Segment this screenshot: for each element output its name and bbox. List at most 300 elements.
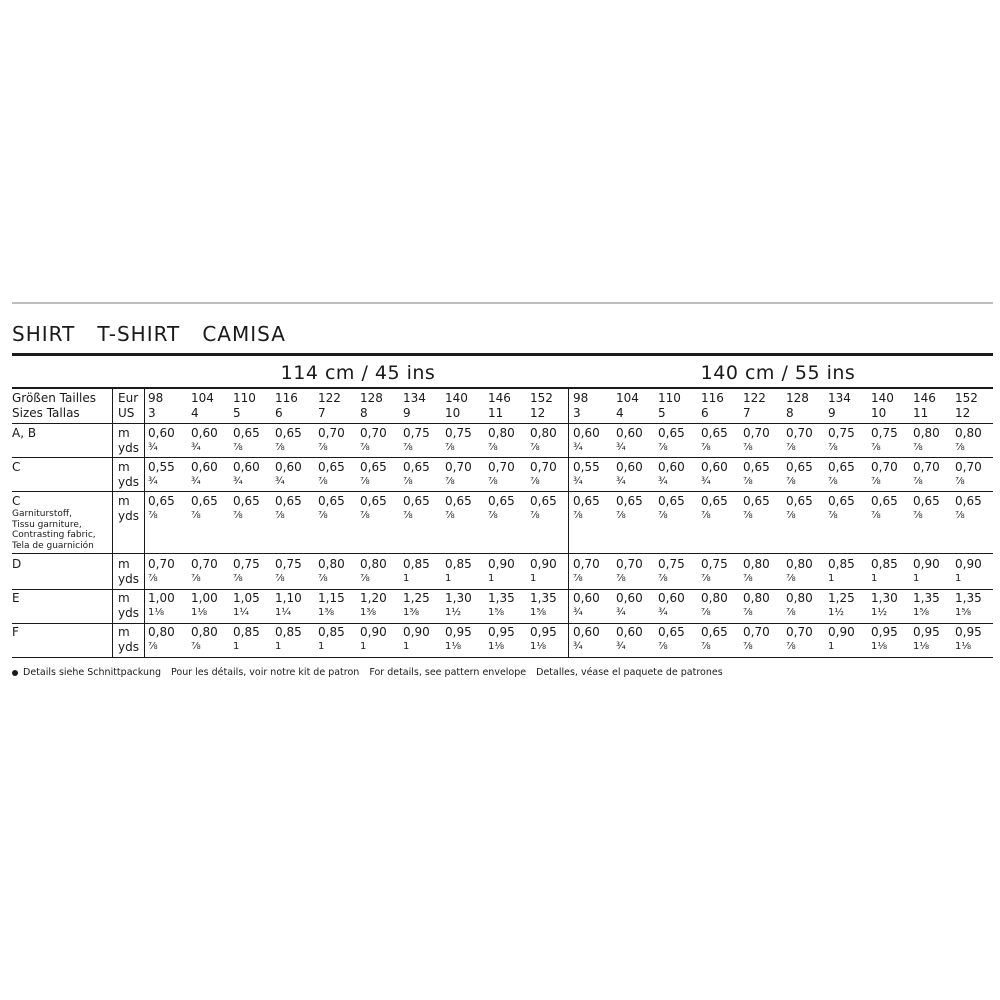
width-split-rule bbox=[568, 389, 569, 657]
meters-140: 0,75 bbox=[701, 557, 728, 571]
meters-114: 0,65 bbox=[530, 494, 557, 508]
meters-140: 0,65 bbox=[573, 494, 600, 508]
yards-114: ⅞ bbox=[530, 476, 540, 487]
yards-140: 1⅛ bbox=[871, 641, 888, 652]
yards-114: 1⅝ bbox=[488, 607, 505, 618]
yards-140: ⅞ bbox=[955, 510, 965, 521]
yards-114: ⅞ bbox=[191, 573, 201, 584]
footnote-es: Detalles, véase el paquete de patrones bbox=[536, 667, 723, 678]
yards-140: 1 bbox=[913, 573, 920, 584]
yards-140: 1 bbox=[828, 641, 835, 652]
meters-114: 0,70 bbox=[318, 426, 345, 440]
meters-114: 1,35 bbox=[488, 591, 515, 605]
meters-140: 0,90 bbox=[828, 625, 855, 639]
meters-140: 0,60 bbox=[658, 460, 685, 474]
size-eur-114: 122 bbox=[318, 391, 341, 405]
yards-140: ¾ bbox=[573, 476, 583, 487]
yards-140: ¾ bbox=[616, 442, 626, 453]
unit-m: m bbox=[118, 557, 130, 571]
size-us-140: 5 bbox=[658, 406, 666, 420]
yards-114: ⅞ bbox=[403, 510, 413, 521]
row-rule bbox=[12, 423, 993, 424]
yards-140: ⅞ bbox=[786, 442, 796, 453]
size-us-140: 6 bbox=[701, 406, 709, 420]
yards-140: ⅞ bbox=[955, 476, 965, 487]
meters-140: 0,60 bbox=[616, 625, 643, 639]
meters-140: 0,60 bbox=[573, 426, 600, 440]
yards-140: 1⅝ bbox=[955, 607, 972, 618]
meters-114: 0,60 bbox=[275, 460, 302, 474]
yards-140: ⅞ bbox=[913, 510, 923, 521]
meters-114: 0,70 bbox=[360, 426, 387, 440]
meters-114: 0,90 bbox=[530, 557, 557, 571]
yards-114: 1 bbox=[360, 641, 367, 652]
size-eur-114: 110 bbox=[233, 391, 256, 405]
meters-140: 0,55 bbox=[573, 460, 600, 474]
size-eur-140: 128 bbox=[786, 391, 809, 405]
meters-114: 0,70 bbox=[191, 557, 218, 571]
meters-114: 0,60 bbox=[191, 426, 218, 440]
meters-140: 0,85 bbox=[828, 557, 855, 571]
yards-114: 1⅛ bbox=[488, 641, 505, 652]
yards-114: ⅞ bbox=[233, 510, 243, 521]
size-eur-140: 152 bbox=[955, 391, 978, 405]
fabric-width-114-header: 114 cm / 45 ins bbox=[280, 362, 436, 384]
meters-140: 0,65 bbox=[871, 494, 898, 508]
yards-114: ⅞ bbox=[360, 442, 370, 453]
meters-140: 0,65 bbox=[955, 494, 982, 508]
meters-140: 0,60 bbox=[573, 625, 600, 639]
meters-114: 0,95 bbox=[530, 625, 557, 639]
meters-140: 0,70 bbox=[871, 460, 898, 474]
meters-140: 0,60 bbox=[573, 591, 600, 605]
meters-140: 0,75 bbox=[828, 426, 855, 440]
footnote bbox=[12, 667, 733, 678]
size-eur-140: 134 bbox=[828, 391, 851, 405]
yards-114: 1 bbox=[488, 573, 495, 584]
yards-114: 1 bbox=[403, 573, 410, 584]
size-label-line2: Sizes Tallas bbox=[12, 406, 80, 420]
yards-114: ¾ bbox=[233, 476, 243, 487]
footnote-de: Details siehe Schnittpackung bbox=[23, 667, 162, 678]
yards-140: ⅞ bbox=[658, 641, 668, 652]
yards-140: ⅞ bbox=[913, 442, 923, 453]
meters-140: 0,80 bbox=[955, 426, 982, 440]
meters-140: 0,90 bbox=[913, 557, 940, 571]
meters-114: 0,65 bbox=[233, 426, 260, 440]
yards-140: ⅞ bbox=[786, 510, 796, 521]
meters-140: 0,80 bbox=[786, 591, 813, 605]
meters-140: 0,65 bbox=[701, 426, 728, 440]
yards-140: ⅞ bbox=[616, 573, 626, 584]
meters-114: 0,65 bbox=[360, 494, 387, 508]
meters-140: 0,65 bbox=[786, 494, 813, 508]
yards-140: ⅞ bbox=[786, 641, 796, 652]
meters-114: 0,65 bbox=[360, 460, 387, 474]
yards-114: ¾ bbox=[191, 442, 201, 453]
yards-140: 1 bbox=[955, 573, 962, 584]
meters-114: 0,90 bbox=[360, 625, 387, 639]
size-us-114: 10 bbox=[445, 406, 461, 420]
view-label: D bbox=[12, 557, 22, 571]
meters-140: 0,80 bbox=[786, 557, 813, 571]
meters-140: 0,65 bbox=[616, 494, 643, 508]
size-eur-140: 140 bbox=[871, 391, 894, 405]
yards-114: 1 bbox=[403, 641, 410, 652]
meters-114: 1,10 bbox=[275, 591, 302, 605]
top-rule bbox=[12, 302, 993, 304]
meters-114: 0,65 bbox=[488, 494, 515, 508]
yards-140: ⅞ bbox=[701, 641, 711, 652]
meters-114: 0,65 bbox=[318, 460, 345, 474]
fabric-width-140-header: 140 cm / 55 ins bbox=[700, 362, 856, 384]
size-us-114: 11 bbox=[488, 406, 504, 420]
view-label: F bbox=[12, 625, 19, 639]
meters-140: 0,70 bbox=[955, 460, 982, 474]
yards-140: 1⅛ bbox=[913, 641, 930, 652]
meters-114: 0,65 bbox=[403, 460, 430, 474]
size-eur-114: 140 bbox=[445, 391, 468, 405]
yards-114: 1⅛ bbox=[148, 607, 165, 618]
yards-114: 1⅜ bbox=[403, 607, 420, 618]
meters-114: 0,60 bbox=[191, 460, 218, 474]
yards-114: ⅞ bbox=[275, 510, 285, 521]
meters-114: 0,75 bbox=[445, 426, 472, 440]
unit-col-rule bbox=[144, 389, 145, 657]
meters-114: 0,65 bbox=[445, 494, 472, 508]
eur-label: Eur bbox=[118, 391, 139, 405]
meters-140: 0,75 bbox=[871, 426, 898, 440]
yards-114: ⅞ bbox=[488, 510, 498, 521]
unit-yds: yds bbox=[118, 572, 139, 586]
size-eur-114: 98 bbox=[148, 391, 164, 405]
yards-114: ⅞ bbox=[275, 442, 285, 453]
meters-140: 0,65 bbox=[828, 494, 855, 508]
meters-114: 0,90 bbox=[488, 557, 515, 571]
meters-114: 1,15 bbox=[318, 591, 345, 605]
row-rule bbox=[12, 657, 993, 658]
size-us-114: 5 bbox=[233, 406, 241, 420]
size-eur-114: 152 bbox=[530, 391, 553, 405]
yards-114: ⅞ bbox=[488, 476, 498, 487]
yards-140: 1½ bbox=[871, 607, 888, 618]
meters-114: 0,85 bbox=[403, 557, 430, 571]
meters-140: 0,70 bbox=[743, 426, 770, 440]
meters-114: 1,30 bbox=[445, 591, 472, 605]
yards-114: 1¼ bbox=[233, 607, 250, 618]
unit-yds: yds bbox=[118, 640, 139, 654]
meters-114: 0,95 bbox=[488, 625, 515, 639]
meters-140: 1,30 bbox=[871, 591, 898, 605]
meters-140: 0,70 bbox=[573, 557, 600, 571]
unit-m: m bbox=[118, 426, 130, 440]
meters-114: 0,65 bbox=[275, 494, 302, 508]
yards-114: ⅞ bbox=[191, 641, 201, 652]
yards-114: ⅞ bbox=[530, 442, 540, 453]
yards-114: ¾ bbox=[148, 476, 158, 487]
meters-140: 0,70 bbox=[786, 426, 813, 440]
yards-140: ⅞ bbox=[955, 442, 965, 453]
note-line: Garniturstoff, Tissu garniture, Contrasting fabric, Tela de guarnición bbox=[12, 509, 96, 551]
unit-yds: yds bbox=[118, 509, 139, 523]
meters-114: 0,65 bbox=[275, 426, 302, 440]
size-eur-114: 146 bbox=[488, 391, 511, 405]
meters-140: 0,95 bbox=[871, 625, 898, 639]
meters-114: 0,85 bbox=[275, 625, 302, 639]
yards-140: ⅞ bbox=[828, 442, 838, 453]
view-label: C bbox=[12, 494, 21, 508]
size-us-140: 3 bbox=[573, 406, 581, 420]
yards-114: ⅞ bbox=[488, 442, 498, 453]
yards-140: ⅞ bbox=[786, 607, 796, 618]
yards-114: ⅞ bbox=[318, 476, 328, 487]
meters-140: 0,80 bbox=[701, 591, 728, 605]
size-us-114: 9 bbox=[403, 406, 411, 420]
yards-140: ⅞ bbox=[658, 573, 668, 584]
meters-114: 0,65 bbox=[318, 494, 345, 508]
yards-140: ⅞ bbox=[913, 476, 923, 487]
meters-114: 0,75 bbox=[233, 557, 260, 571]
yards-114: ⅞ bbox=[403, 442, 413, 453]
row-rule bbox=[12, 491, 993, 492]
size-us-114: 6 bbox=[275, 406, 283, 420]
yards-114: 1⅜ bbox=[318, 607, 335, 618]
size-eur-140: 122 bbox=[743, 391, 766, 405]
bullet-icon bbox=[12, 670, 18, 676]
yards-140: ⅞ bbox=[701, 510, 711, 521]
unit-yds: yds bbox=[118, 441, 139, 455]
yards-114: ⅞ bbox=[148, 641, 158, 652]
unit-m: m bbox=[118, 625, 130, 639]
meters-140: 0,70 bbox=[616, 557, 643, 571]
yards-114: 1⅝ bbox=[530, 607, 547, 618]
yards-140: ⅞ bbox=[871, 442, 881, 453]
meters-140: 0,80 bbox=[743, 557, 770, 571]
row-rule bbox=[12, 589, 993, 590]
meters-114: 0,60 bbox=[148, 426, 175, 440]
yards-114: ¾ bbox=[148, 442, 158, 453]
yards-114: ¾ bbox=[191, 476, 201, 487]
meters-140: 0,60 bbox=[616, 591, 643, 605]
meters-140: 0,65 bbox=[828, 460, 855, 474]
meters-114: 0,65 bbox=[191, 494, 218, 508]
meters-114: 1,25 bbox=[403, 591, 430, 605]
view-label: C bbox=[12, 460, 21, 474]
meters-114: 0,70 bbox=[148, 557, 175, 571]
size-us-114: 8 bbox=[360, 406, 368, 420]
yards-140: ¾ bbox=[573, 442, 583, 453]
meters-114: 0,80 bbox=[318, 557, 345, 571]
meters-140: 0,65 bbox=[913, 494, 940, 508]
yards-114: ⅞ bbox=[233, 442, 243, 453]
meters-140: 0,70 bbox=[743, 625, 770, 639]
meters-114: 1,00 bbox=[148, 591, 175, 605]
meters-140: 0,85 bbox=[871, 557, 898, 571]
yards-140: ⅞ bbox=[871, 510, 881, 521]
yards-114: 1 bbox=[318, 641, 325, 652]
size-eur-114: 104 bbox=[191, 391, 214, 405]
meters-140: 0,95 bbox=[955, 625, 982, 639]
meters-140: 0,65 bbox=[658, 625, 685, 639]
meters-114: 1,35 bbox=[530, 591, 557, 605]
yards-114: 1⅛ bbox=[191, 607, 208, 618]
meters-140: 0,65 bbox=[786, 460, 813, 474]
meters-114: 0,80 bbox=[488, 426, 515, 440]
size-eur-140: 116 bbox=[701, 391, 724, 405]
yards-114: 1 bbox=[233, 641, 240, 652]
meters-114: 0,65 bbox=[233, 494, 260, 508]
yards-114: 1⅛ bbox=[445, 641, 462, 652]
meters-140: 0,65 bbox=[743, 494, 770, 508]
unit-m: m bbox=[118, 591, 130, 605]
yards-140: ⅞ bbox=[701, 573, 711, 584]
meters-114: 0,85 bbox=[445, 557, 472, 571]
yards-140: ⅞ bbox=[616, 510, 626, 521]
yards-114: ⅞ bbox=[318, 510, 328, 521]
yards-140: ⅞ bbox=[828, 510, 838, 521]
yards-140: 1 bbox=[871, 573, 878, 584]
row-rule bbox=[12, 457, 993, 458]
size-us-114: 4 bbox=[191, 406, 199, 420]
size-eur-140: 98 bbox=[573, 391, 589, 405]
yards-114: 1¼ bbox=[275, 607, 292, 618]
meters-140: 0,95 bbox=[913, 625, 940, 639]
yards-140: 1⅝ bbox=[913, 607, 930, 618]
size-us-140: 10 bbox=[871, 406, 887, 420]
yards-140: ¾ bbox=[616, 476, 626, 487]
yards-114: ⅞ bbox=[233, 573, 243, 584]
us-label: US bbox=[118, 406, 135, 420]
meters-140: 1,35 bbox=[955, 591, 982, 605]
meters-140: 0,90 bbox=[955, 557, 982, 571]
meters-140: 0,80 bbox=[913, 426, 940, 440]
unit-yds: yds bbox=[118, 606, 139, 620]
yards-140: ¾ bbox=[573, 607, 583, 618]
meters-114: 0,95 bbox=[445, 625, 472, 639]
yards-140: ¾ bbox=[616, 607, 626, 618]
yards-140: ⅞ bbox=[828, 476, 838, 487]
yards-140: ⅞ bbox=[658, 442, 668, 453]
size-eur-140: 104 bbox=[616, 391, 639, 405]
meters-114: 0,85 bbox=[233, 625, 260, 639]
size-us-140: 12 bbox=[955, 406, 971, 420]
meters-114: 0,70 bbox=[488, 460, 515, 474]
yards-140: 1½ bbox=[828, 607, 845, 618]
meters-140: 0,60 bbox=[616, 460, 643, 474]
meters-140: 1,25 bbox=[828, 591, 855, 605]
unit-m: m bbox=[118, 460, 130, 474]
meters-114: 0,75 bbox=[403, 426, 430, 440]
yards-114: ⅞ bbox=[403, 476, 413, 487]
size-us-114: 12 bbox=[530, 406, 546, 420]
yards-114: 1 bbox=[530, 573, 537, 584]
yards-140: 1 bbox=[828, 573, 835, 584]
meters-114: 0,65 bbox=[148, 494, 175, 508]
meters-140: 0,65 bbox=[658, 426, 685, 440]
yards-114: 1 bbox=[445, 573, 452, 584]
yards-114: ⅞ bbox=[148, 573, 158, 584]
yards-114: 1⅛ bbox=[530, 641, 547, 652]
meters-114: 0,85 bbox=[318, 625, 345, 639]
yards-114: ⅞ bbox=[360, 510, 370, 521]
row-rule bbox=[12, 623, 993, 624]
size-eur-114: 128 bbox=[360, 391, 383, 405]
meters-140: 0,70 bbox=[913, 460, 940, 474]
yards-140: ⅞ bbox=[701, 607, 711, 618]
yards-140: ⅞ bbox=[658, 510, 668, 521]
yards-140: ¾ bbox=[658, 476, 668, 487]
meters-140: 1,35 bbox=[913, 591, 940, 605]
yards-140: ⅞ bbox=[743, 442, 753, 453]
yards-140: ⅞ bbox=[743, 641, 753, 652]
yards-140: 1⅛ bbox=[955, 641, 972, 652]
meters-114: 0,80 bbox=[360, 557, 387, 571]
yards-140: ¾ bbox=[616, 641, 626, 652]
yards-114: ⅞ bbox=[445, 510, 455, 521]
size-us-114: 3 bbox=[148, 406, 156, 420]
meters-114: 0,70 bbox=[530, 460, 557, 474]
yards-140: ⅞ bbox=[786, 573, 796, 584]
meters-114: 1,20 bbox=[360, 591, 387, 605]
yards-140: ⅞ bbox=[743, 607, 753, 618]
chart-title: SHIRT T-SHIRT CAMISA bbox=[12, 322, 286, 346]
yards-140: ⅞ bbox=[743, 573, 753, 584]
yards-114: ⅞ bbox=[191, 510, 201, 521]
meters-114: 0,55 bbox=[148, 460, 175, 474]
meters-140: 0,65 bbox=[658, 494, 685, 508]
size-us-140: 4 bbox=[616, 406, 624, 420]
footnote-fr: Pour les détails, voir notre kit de patron bbox=[171, 667, 360, 678]
size-us-140: 7 bbox=[743, 406, 751, 420]
yards-114: 1 bbox=[275, 641, 282, 652]
meters-114: 0,80 bbox=[148, 625, 175, 639]
meters-114: 0,70 bbox=[445, 460, 472, 474]
meters-140: 0,65 bbox=[743, 460, 770, 474]
meters-114: 0,80 bbox=[191, 625, 218, 639]
yards-140: ⅞ bbox=[573, 573, 583, 584]
meters-140: 0,65 bbox=[701, 625, 728, 639]
meters-114: 0,90 bbox=[403, 625, 430, 639]
yards-140: ¾ bbox=[701, 476, 711, 487]
meters-140: 0,60 bbox=[701, 460, 728, 474]
size-us-114: 7 bbox=[318, 406, 326, 420]
meters-140: 0,65 bbox=[701, 494, 728, 508]
meters-114: 0,75 bbox=[275, 557, 302, 571]
meters-140: 0,80 bbox=[743, 591, 770, 605]
size-label-line1: Größen Tailles bbox=[12, 391, 97, 405]
size-eur-114: 134 bbox=[403, 391, 426, 405]
yards-114: ¾ bbox=[275, 476, 285, 487]
meters-140: 0,70 bbox=[786, 625, 813, 639]
meters-114: 0,80 bbox=[530, 426, 557, 440]
size-eur-114: 116 bbox=[275, 391, 298, 405]
yards-114: ⅞ bbox=[318, 442, 328, 453]
meters-140: 0,75 bbox=[658, 557, 685, 571]
contrasting-fabric-note bbox=[12, 509, 96, 551]
yards-140: ⅞ bbox=[871, 476, 881, 487]
meters-140: 0,60 bbox=[616, 426, 643, 440]
size-us-140: 8 bbox=[786, 406, 794, 420]
size-us-140: 11 bbox=[913, 406, 929, 420]
yards-140: ⅞ bbox=[701, 442, 711, 453]
view-col-rule bbox=[112, 389, 113, 657]
meters-114: 1,00 bbox=[191, 591, 218, 605]
meters-114: 0,65 bbox=[403, 494, 430, 508]
yards-114: ⅞ bbox=[445, 442, 455, 453]
yards-140: ⅞ bbox=[573, 510, 583, 521]
meters-114: 1,05 bbox=[233, 591, 260, 605]
yards-114: ⅞ bbox=[318, 573, 328, 584]
